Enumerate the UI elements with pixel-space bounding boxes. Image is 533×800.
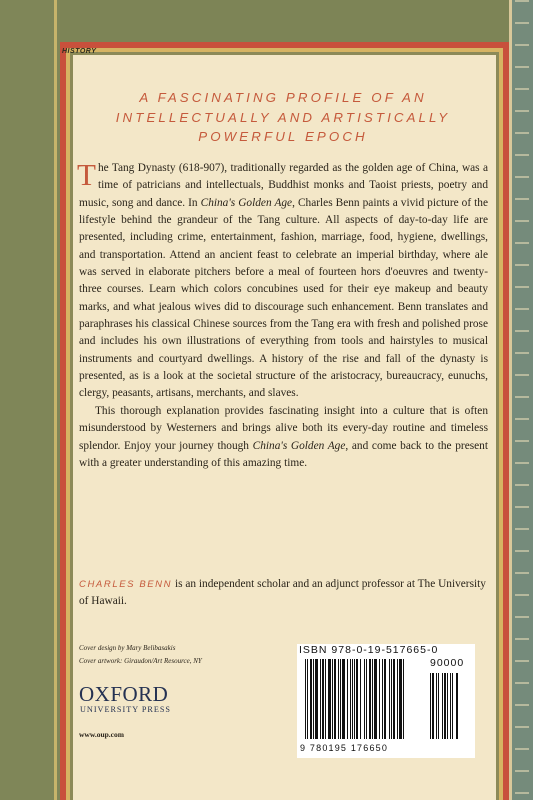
barcode-gap — [458, 673, 459, 739]
description-paragraph-1 — [77, 157, 489, 403]
author-name: CHARLES BENN — [79, 579, 173, 590]
isbn-label: ISBN 978-0-19-517665-0 — [299, 644, 439, 656]
p1-text-end: , Charles Benn paints a vivid picture of the lifestyle behind the grandeur of the Tang culture. All aspects of day-to-day life are presented, including crime, entertainment, fashion, marriage, food, hygiene, dwellings, and transportation. Attend an ancient feast to celebrate an imperial birthday, where ale was served in elaborate pitchers before a meal of fourteen hors d'oeuvres and twenty-three courses. Learn which colors concubines used for their eye makeup and beauty marks, and what jealous wives did to discourage such enhancement. Benn translates and paraphrases his classical Chinese sources from the Tang era with fresh and polished prose and includes his own illustrations of everything from tools and hairstyles to musical instruments and courtyard dwellings. A history of the rise and fall of the dynasty is presented, as is a look at the societal structure of the aristocracy, bureaucracy, eunuchs, clergy, peasants, artisans, merchants, and slaves. — [79, 196, 489, 400]
p2-book-title: China's Golden Age — [252, 439, 346, 452]
publisher-logo — [79, 683, 171, 715]
description-paragraph-2 — [79, 403, 488, 472]
p2-text-end: , and come back to the present with a greater understanding of this amazing time. — [79, 439, 489, 469]
author-bio — [79, 576, 488, 611]
category-label: HISTORY — [62, 48, 97, 55]
ean-digits: 9 780195 176650 — [300, 743, 389, 753]
tagline-heading: A FASCINATING PROFILE OF AN INTELLECTUALLY AND ARTISTICALLY POWERFUL EPOCH — [115, 90, 451, 144]
cover-design-credit: Cover design by Mary Belibasakis — [79, 644, 176, 652]
cover-artwork-credit: Cover artwork: Giraudon/Art Resource, NY — [79, 657, 202, 665]
drop-cap: T — [77, 157, 96, 192]
left-border-strip — [0, 0, 60, 800]
p1-text: he Tang Dynasty (618-907), traditionally regarded as the golden age of China, was a time of patricians and intellectuals, Buddhist monks and Taoist priests, poetry and music, song and dance. In — [79, 162, 488, 209]
university-press-label: UNIVERSITY PRESS — [80, 705, 171, 714]
cover-credits — [79, 642, 202, 668]
author-bio-text: is an independent scholar and an adjunct professor at The University of Hawaii. — [79, 578, 486, 608]
book-description — [77, 157, 489, 472]
price-code-label: 90000 — [430, 657, 465, 669]
ean-barcode — [305, 659, 417, 739]
price-barcode — [430, 657, 470, 739]
right-border-strip — [509, 0, 533, 800]
p2-text: This thorough explanation provides fascinating insight into a culture that is often misunderstood by Westerners and brings alive both its every-day routine and timeless splendor. Enjoy your journey though — [79, 404, 488, 452]
barcode-bar — [403, 659, 404, 739]
publisher-url[interactable]: www.oup.com — [79, 730, 125, 739]
p1-book-title: China's Golden Age — [200, 196, 293, 209]
oxford-wordmark: OXFORD — [79, 682, 169, 706]
